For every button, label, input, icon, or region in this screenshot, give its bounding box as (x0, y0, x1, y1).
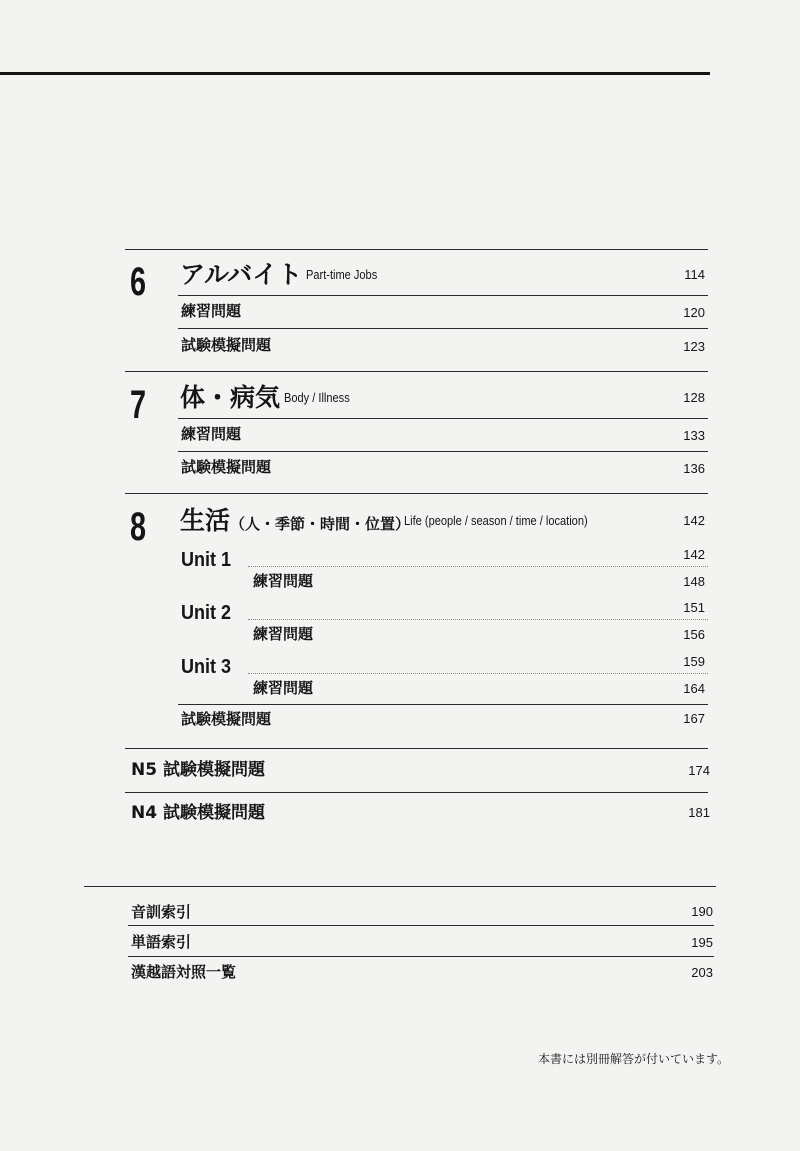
chapter-6-practice-page: 120 (683, 305, 705, 320)
chapter-7-mock-exam-page: 136 (683, 461, 705, 476)
n5-page: 174 (688, 763, 710, 778)
n5-level: N5 (131, 760, 158, 780)
n5-label: 試験模擬問題 (162, 760, 265, 780)
unit-2-dotted-rule (248, 619, 708, 620)
onkun-index-page: 190 (691, 904, 713, 919)
chapter-7-rule-1 (178, 418, 708, 419)
word-index: 単語索引 (131, 933, 192, 951)
sino-vietnamese-table: 漢越語対照一覧 (131, 963, 237, 981)
unit-2-page: 151 (683, 600, 705, 615)
unit-3-page: 159 (683, 654, 705, 669)
chapter-6-top-rule (125, 249, 708, 250)
separate-answers-note: 本書には別冊解答が付いています。 (538, 1052, 730, 1066)
onkun-index: 音訓索引 (131, 903, 192, 921)
unit-2-practice-page: 156 (683, 627, 705, 642)
unit-3-label: Unit 3 (181, 656, 232, 678)
chapter-6-rule-2 (178, 328, 708, 329)
unit-1-practice: 練習問題 (253, 572, 314, 590)
top-rule (0, 72, 710, 75)
n4-top-rule (125, 792, 708, 793)
index-top-rule (84, 886, 716, 887)
word-index-page: 195 (691, 935, 713, 950)
chapter-8-number: 8 (130, 505, 147, 549)
chapter-8-top-rule (125, 493, 708, 494)
unit-3-practice: 練習問題 (253, 679, 314, 697)
index-rule-1 (128, 925, 714, 926)
chapter-6-english-title: Part-time Jobs (306, 267, 378, 282)
chapter-8-title-paren: （人・季節・時間・位置） (230, 515, 411, 533)
chapter-8-exam-rule (178, 704, 708, 705)
chapter-8-title-main: 生活 (180, 506, 231, 535)
unit-3-dotted-rule (248, 673, 708, 674)
chapter-8-title (180, 508, 410, 533)
chapter-8-mock-exam: 試験模擬問題 (181, 710, 272, 728)
chapter-6-title: アルバイト (180, 260, 303, 289)
chapter-7-page: 128 (683, 390, 705, 405)
n5-mock-exam (131, 762, 265, 779)
chapter-6-number: 6 (130, 260, 147, 304)
sino-vietnamese-table-page: 203 (691, 965, 713, 980)
n4-label: 試験模擬問題 (162, 803, 265, 823)
unit-1-label: Unit 1 (181, 549, 232, 571)
unit-1-page: 142 (683, 547, 705, 562)
chapter-7-practice-page: 133 (683, 428, 705, 443)
unit-2-label: Unit 2 (181, 602, 232, 624)
n4-level: N4 (131, 803, 158, 823)
chapter-6-mock-exam-page: 123 (683, 339, 705, 354)
chapter-6-practice: 練習問題 (181, 302, 242, 320)
index-rule-2 (128, 956, 714, 957)
unit-3-practice-page: 164 (683, 681, 705, 696)
unit-2-practice: 練習問題 (253, 625, 314, 643)
chapter-8-mock-exam-page: 167 (683, 711, 705, 726)
chapter-6-rule-1 (178, 295, 708, 296)
n4-page: 181 (688, 805, 710, 820)
unit-1-dotted-rule (248, 566, 708, 567)
n4-mock-exam (131, 805, 265, 822)
chapter-6-page: 114 (684, 267, 705, 282)
chapter-7-practice: 練習問題 (181, 425, 242, 443)
chapter-7-title: 体・病気 (180, 383, 281, 412)
chapter-8-page: 142 (683, 513, 705, 528)
chapter-7-mock-exam: 試験模擬問題 (181, 458, 272, 476)
chapter-7-top-rule (125, 371, 708, 372)
chapter-8-english-title: Life (people / season / time / location) (404, 513, 588, 528)
chapter-7-number: 7 (130, 383, 147, 427)
unit-1-practice-page: 148 (683, 574, 705, 589)
chapter-7-english-title: Body / Illness (284, 390, 350, 405)
chapter-7-rule-2 (178, 451, 708, 452)
n5-top-rule (125, 748, 708, 749)
chapter-6-mock-exam: 試験模擬問題 (181, 336, 272, 354)
